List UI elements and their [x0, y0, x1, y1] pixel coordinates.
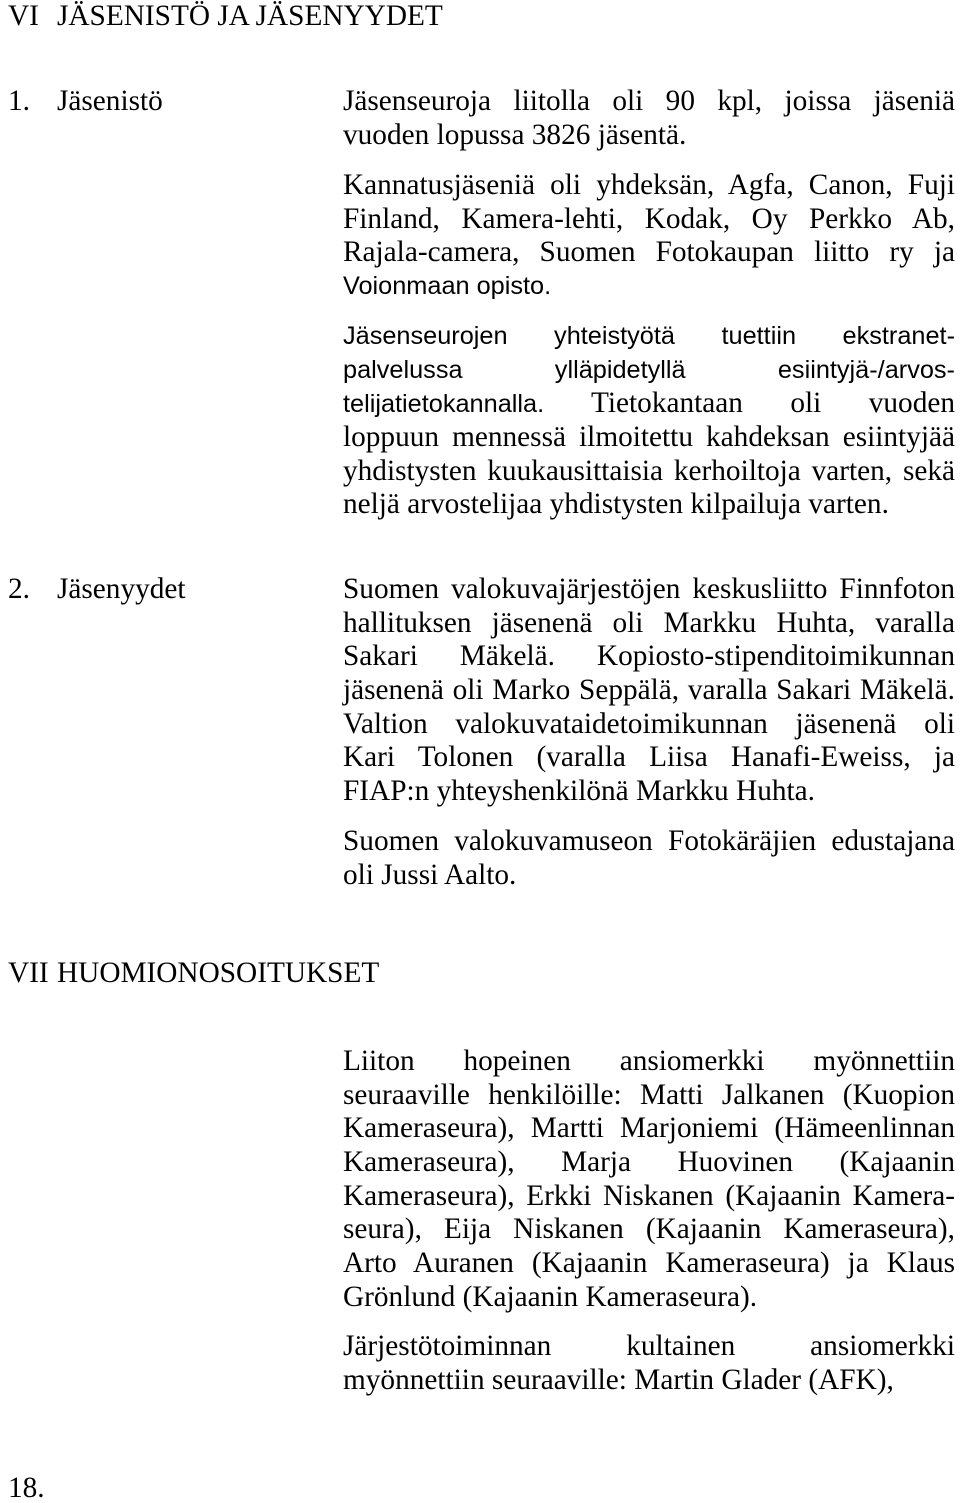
item-label: Jäsenyydet — [57, 573, 186, 605]
text-line: Kameraseura), Martti Marjoniemi (Hämeenlinnan — [343, 1112, 955, 1145]
paragraph — [343, 825, 955, 892]
text-line: Suomen valokuvamuseon Fotokäräjien edustajana — [343, 825, 955, 857]
text-line: seuraaville henkilöille: Matti Jalkanen (Kuopion — [343, 1078, 955, 1111]
section-title: JÄSENISTÖ JA JÄSENYYDET — [57, 0, 443, 32]
text-segment: telijatietokannalla. — [343, 390, 545, 419]
paragraph — [343, 1330, 955, 1397]
text-line: Grönlund (Kajaanin Kameraseura). — [343, 1280, 758, 1313]
item-label: Jäsenistö — [57, 85, 163, 117]
item-number: 1. — [8, 85, 30, 117]
section-number: VII — [8, 957, 49, 989]
text-line: Kannatusjäseniä oli yhdeksän, Agfa, Canon, Fuji — [343, 169, 955, 201]
section-number: VI — [8, 0, 39, 32]
text-line: Järjestötoiminnan kultainen ansiomerkki — [343, 1330, 955, 1362]
text-line: Liiton hopeinen ansiomerkki myönnettiin — [343, 1045, 955, 1077]
text-line: Jäsenseuroja liitolla oli 90 kpl, joissa jäseniä — [343, 85, 955, 117]
text-line: Sakari Mäkelä. Kopiosto-stipenditoimikunnan — [343, 640, 955, 673]
text-line: oli Jussi Aalto. — [343, 858, 517, 891]
text-line: hallituksen jäsenenä oli Markku Huhta, varalla — [343, 606, 955, 639]
paragraph — [343, 320, 955, 522]
text-line: vuoden lopussa 3826 jäsentä. — [343, 118, 687, 151]
text-line: Arto Auranen (Kajaanin Kameraseura) ja Klaus — [343, 1247, 955, 1280]
text-line: Kari Tolonen (varalla Liisa Hanafi-Eweiss, ja — [343, 741, 955, 774]
text-line: Rajala-camera, Suomen Fotokaupan liitto ry ja — [343, 236, 955, 269]
text-line: Finland, Kamera-lehti, Kodak, Oy Perkko Ab, — [343, 202, 955, 235]
text-line: Valtion valokuvataidetoimikunnan jäsenenä oli — [343, 707, 955, 740]
text-line: yhdistysten kuukausittaisia kerhoiltoja varten, sekä — [343, 454, 955, 487]
text-line: Kameraseura), Erkki Niskanen (Kajaanin Kamera- — [343, 1179, 955, 1212]
section-title: HUOMIONOSOITUKSET — [57, 957, 380, 989]
text-line: Voionmaan opisto. — [343, 272, 552, 301]
text-line: Jäsenseurojen yhteistyötä tuettiin ekstranet- — [343, 322, 955, 350]
text-line: myönnettiin seuraaville: Martin Glader (AFK), — [343, 1363, 894, 1396]
text-line — [343, 387, 955, 421]
text-line: seura), Eija Niskanen (Kajaanin Kameraseura), — [343, 1213, 955, 1246]
paragraph — [343, 85, 955, 152]
text-line: palvelussa ylläpidetyllä esiintyjä-/arvos- — [343, 355, 955, 384]
text-line: jäsenenä oli Marko Seppälä, varalla Sakari Mäkelä. — [343, 674, 955, 707]
paragraph — [343, 1045, 955, 1315]
text-line: Kameraseura), Marja Huovinen (Kajaanin — [343, 1146, 955, 1179]
page-number: 18. — [8, 1472, 45, 1503]
text-line: neljä arvostelijaa yhdistysten kilpailuja varten. — [343, 488, 889, 521]
text-line: Suomen valokuvajärjestöjen keskusliitto Finnfoton — [343, 573, 955, 605]
text-line: loppuun mennessä ilmoitettu kahdeksan esiintyjää — [343, 421, 955, 454]
paragraph — [343, 573, 955, 809]
item-number: 2. — [8, 573, 30, 605]
text-segment: Tietokantaan oli vuoden — [591, 387, 955, 420]
text-line: FIAP:n yhteyshenkilönä Markku Huhta. — [343, 775, 815, 808]
paragraph — [343, 169, 955, 304]
